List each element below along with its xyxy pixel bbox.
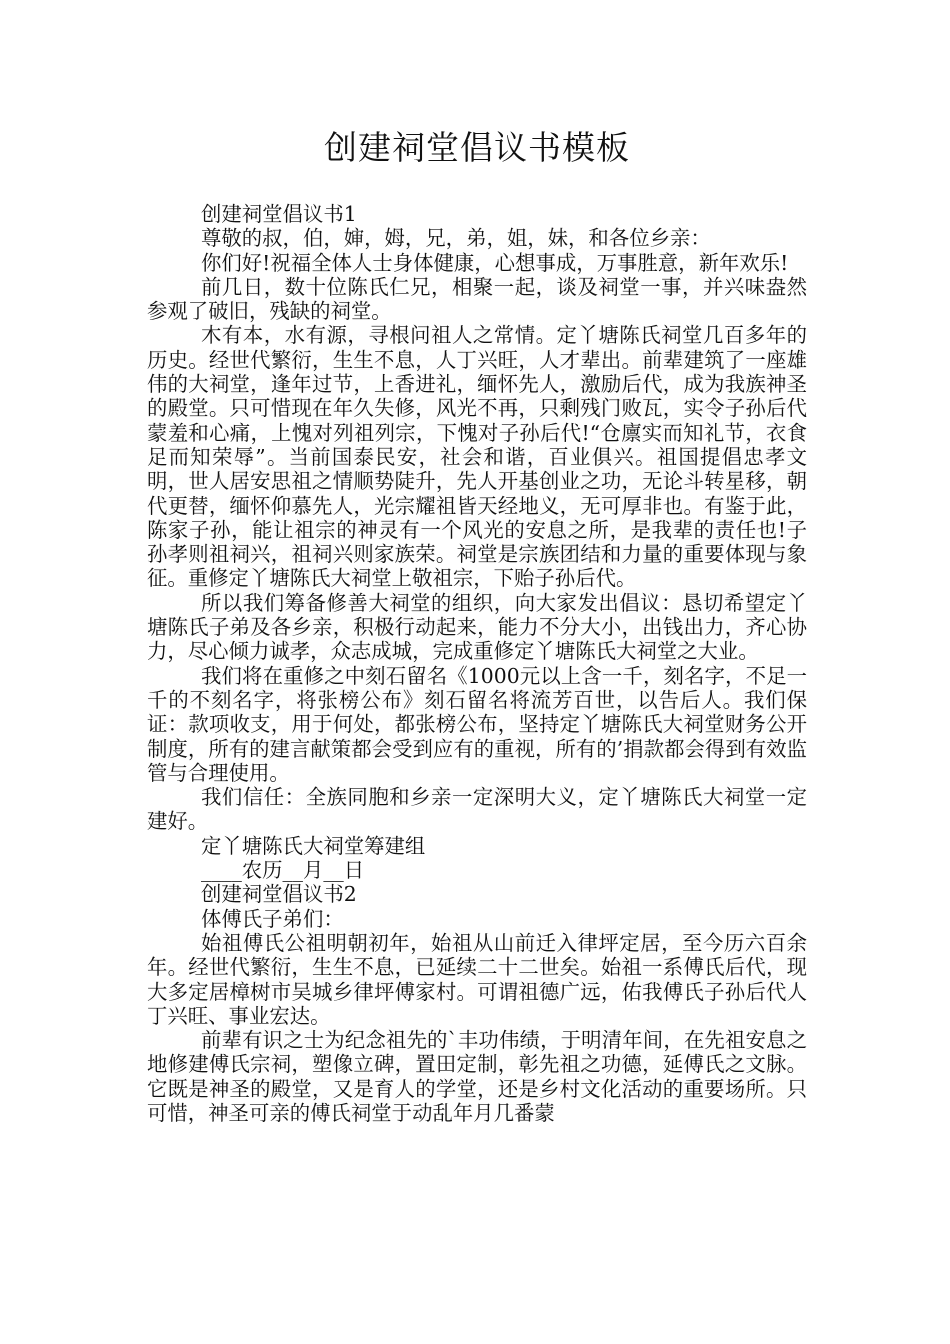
date-line: ____农历__月__日 (201, 858, 365, 883)
section-heading: 创建祠堂倡议书1 (201, 202, 357, 226)
salutation: 尊敬的叔，伯，婶，姆，兄，弟，姐，妹，和各位乡亲： (201, 226, 711, 251)
paragraph: 始祖傅氏公祖明朝初年，始祖从山前迁入律坪定居，至今历六百余年。经世代繁衍，生生不息，已延续二十二世矣。始祖一系傅氏后代，现大多定居樟树市吴城乡律坪傅家村。可谓祖德广远，佑我傅氏子孙后代人丁兴旺、事业宏达。 (147, 930, 807, 1028)
document-title: 创建祠堂倡议书模板 (324, 128, 630, 167)
salutation: 体傅氏子弟们： (201, 906, 344, 931)
section-heading: 创建祠堂倡议书2 (201, 882, 357, 907)
paragraph: 前几日，数十位陈氏仁兄，相聚一起，谈及祠堂一事，并兴味盎然参观了破旧，残缺的祠堂。 (147, 274, 807, 324)
signature: 定丫塘陈氏大祠堂筹建组 (201, 833, 426, 858)
paragraph: 木有本，水有源，寻根问祖人之常情。定丫塘陈氏祠堂几百多年的历史。经世代繁衍，生生不息，人丁兴旺，人才辈出。前辈建筑了一座雄伟的大祠堂，逢年过节，上香进礼，缅怀先人，激励后代，成为我族神圣的殿堂。只可惜现在年久失修，风光不再，只剩残门败瓦，实令子孙后代蒙羞和心痛，上愧对列祖列宗，下愧对子孙后代!“仓廪实而知礼节，衣食足而知荣辱”。当前国泰民安，社会和谐，百业俱兴。祖国提倡忠孝文明，世人居安思祖之情顺势陡升，先人开基创业之功，无论斗转星移，朝代更替，缅怀仰慕先人，光宗耀祖皆天经地义，无可厚非也。有鉴于此，陈家子孙，能让祖宗的神灵有一个风光的安息之所，是我辈的责任也!子孙孝则祖祠兴，祖祠兴则家族荣。祠堂是宗族团结和力量的重要体现与象征。重修定丫塘陈氏大祠堂上敬祖宗，下贻子孙后代。 (147, 323, 807, 591)
document-page (147, 118, 807, 1125)
paragraph: 你们好!祝福全体人士身体健康，心想事成，万事胜意，新年欢乐! (201, 250, 789, 275)
paragraph: 前辈有识之士为纪念祖先的`丰功伟绩，于明清年间，在先祖安息之地修建傅氏宗祠，塑像立碑，置田定制，彰先祖之功德，延傅氏之文脉。它既是神圣的殿堂，又是育人的学堂，还是乡村文化活动的重要场所。只可惜，神圣可亲的傅氏祠堂于动乱年月几番蒙 (147, 1028, 807, 1125)
paragraph: 我们将在重修之中刻石留名《1000元以上含一千，刻名字，不足一千的不刻名字，将张榜公布》刻石留名将流芳百世，以告后人。我们保证：款项收支，用于何处，都张榜公布，坚持定丫塘陈氏大祠堂财务公开制度，所有的建言献策都会受到应有的重视，所有的’捐款都会得到有效监管与合理使用。 (147, 663, 807, 785)
paragraph: 所以我们筹备修善大祠堂的组织，向大家发出倡议：恳切希望定丫塘陈氏子弟及各乡亲，积极行动起来，能力不分大小，出钱出力，齐心协力，尽心倾力诚孝，众志成城，完成重修定丫塘陈氏大祠堂之大业。 (147, 590, 807, 664)
paragraph: 我们信任：全族同胞和乡亲一定深明大义，定丫塘陈氏大祠堂一定建好。 (147, 785, 807, 834)
